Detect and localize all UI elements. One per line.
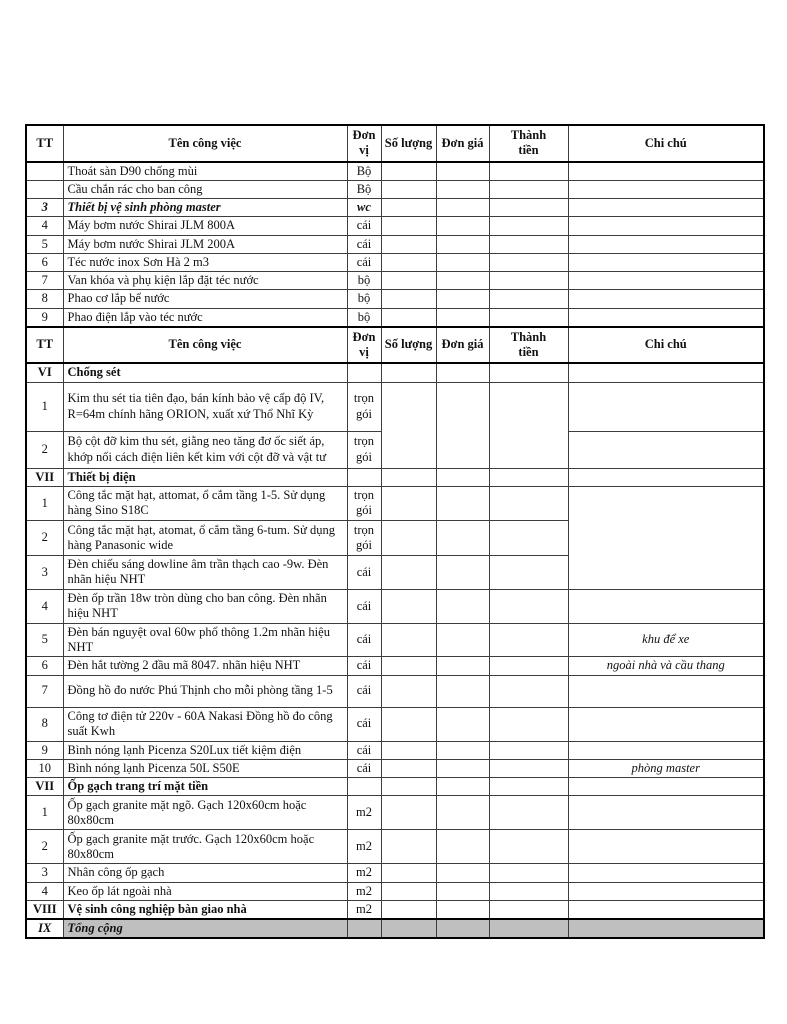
item-row (26, 272, 764, 290)
cell-total (489, 468, 568, 486)
cell-total (489, 180, 568, 198)
cell-note (568, 778, 764, 796)
cell-qty (381, 707, 436, 741)
cell-unit (347, 919, 381, 938)
item-row (26, 882, 764, 900)
cell-qty (381, 290, 436, 308)
item-row (26, 623, 764, 657)
cell-price (436, 520, 489, 555)
item-row (26, 864, 764, 882)
cell-unit: bộ (347, 308, 381, 327)
item-row (26, 759, 764, 777)
cell-price (436, 555, 489, 589)
cell-tt: 3 (26, 864, 63, 882)
cell-tt: VII (26, 468, 63, 486)
cell-unit: m2 (347, 882, 381, 900)
cell-unit: cái (347, 253, 381, 271)
cell-unit (347, 363, 381, 382)
cell-total (489, 520, 568, 555)
cell-unit: cái (347, 657, 381, 675)
cell-name: Máy bơm nước Shirai JLM 200A (63, 235, 347, 253)
cell-unit: trọn gói (347, 520, 381, 555)
cell-total (489, 778, 568, 796)
column-header-label: TT (36, 135, 54, 150)
cell-unit: trọn gói (347, 486, 381, 520)
cell-total (489, 675, 568, 707)
cell-name: Công tắc mặt hạt, attomat, ổ cắm tầng 1-5. Sử dụng hàng Sino S18C (63, 486, 347, 520)
cell-total (489, 589, 568, 623)
section-row (26, 468, 764, 486)
column-header-unit (347, 125, 381, 162)
item-row (26, 199, 764, 217)
cell-tt: 3 (26, 555, 63, 589)
column-header-label: Chi chú (644, 337, 687, 352)
column-header-label: TT (36, 337, 54, 352)
cell-name: Công tơ điện tử 220v - 60A Nakasi Đồng hồ đo công suất Kwh (63, 707, 347, 741)
cell-unit: cái (347, 217, 381, 235)
cell-total (489, 623, 568, 657)
column-header-label: Số lượng (384, 337, 433, 352)
cell-note (568, 217, 764, 235)
column-header-note (568, 327, 764, 364)
cell-name: Ốp gạch granite mặt ngõ. Gạch 120x60cm hoặc 80x80cm (63, 796, 347, 830)
cell-unit: m2 (347, 900, 381, 919)
cell-qty (381, 217, 436, 235)
cell-qty (381, 675, 436, 707)
cell-note (568, 468, 764, 486)
cell-name: Vệ sinh công nghiệp bàn giao nhà (63, 900, 347, 919)
quotation-table-body (26, 125, 764, 938)
column-header-price (436, 125, 489, 162)
cell-qty (381, 759, 436, 777)
cell-unit: cái (347, 741, 381, 759)
cell-unit: cái (347, 235, 381, 253)
cell-note (568, 290, 764, 308)
cell-price (436, 882, 489, 900)
cell-qty (381, 623, 436, 657)
cell-total (489, 919, 568, 938)
cell-tt (26, 162, 63, 181)
column-header-unit (347, 327, 381, 364)
cell-qty (381, 830, 436, 864)
column-header-label: Đơn giá (441, 135, 484, 150)
cell-qty (381, 900, 436, 919)
item-row (26, 235, 764, 253)
cell-tt (26, 180, 63, 198)
cell-unit: cái (347, 707, 381, 741)
section-row (26, 900, 764, 919)
cell-tt: VIII (26, 900, 63, 919)
item-row (26, 657, 764, 675)
column-header-label: Chi chú (644, 135, 687, 150)
cell-total (489, 741, 568, 759)
cell-name: Phao điện lắp vào téc nước (63, 308, 347, 327)
cell-price (436, 382, 489, 468)
cell-note (568, 363, 764, 382)
cell-tt: IX (26, 919, 63, 938)
cell-price (436, 657, 489, 675)
cell-price (436, 623, 489, 657)
cell-tt: 6 (26, 253, 63, 271)
cell-tt: 8 (26, 290, 63, 308)
cell-tt: 9 (26, 741, 63, 759)
cell-tt: VI (26, 363, 63, 382)
cell-name: Đèn ốp trần 18w tròn dùng cho ban công. Đèn nhãn hiệu NHT (63, 589, 347, 623)
cell-qty (381, 272, 436, 290)
item-row (26, 675, 764, 707)
cell-total (489, 830, 568, 864)
cell-total (489, 796, 568, 830)
cell-price (436, 363, 489, 382)
column-header-price (436, 327, 489, 364)
column-header-total (489, 327, 568, 364)
item-row (26, 162, 764, 181)
header-row (26, 327, 764, 364)
item-row (26, 382, 764, 431)
quotation-table (25, 124, 765, 939)
cell-price (436, 864, 489, 882)
cell-price (436, 778, 489, 796)
cell-price (436, 675, 489, 707)
cell-total (489, 900, 568, 919)
column-header-total (489, 125, 568, 162)
item-row (26, 741, 764, 759)
cell-tt: 4 (26, 882, 63, 900)
cell-price (436, 830, 489, 864)
cell-qty (381, 468, 436, 486)
column-header-label: Thành tiền (510, 128, 547, 158)
cell-name: Bộ cột đỡ kim thu sét, giằng neo tăng đơ ốc siết áp, khớp nối cách điện liên kết kim với cột đỡ và vật tư (63, 431, 347, 468)
cell-price (436, 162, 489, 181)
cell-unit: bộ (347, 272, 381, 290)
column-header-qty (381, 327, 436, 364)
column-header-note (568, 125, 764, 162)
cell-total (489, 272, 568, 290)
cell-name: Đèn chiếu sáng dowline âm trần thạch cao -9w. Đèn nhãn hiệu NHT (63, 555, 347, 589)
cell-price (436, 468, 489, 486)
cell-unit: cái (347, 555, 381, 589)
cell-total (489, 290, 568, 308)
cell-name: Máy bơm nước Shirai JLM 800A (63, 217, 347, 235)
cell-unit: wc (347, 199, 381, 217)
cell-note (568, 900, 764, 919)
header-row (26, 125, 764, 162)
cell-total (489, 217, 568, 235)
cell-qty (381, 253, 436, 271)
cell-tt: 1 (26, 486, 63, 520)
cell-price (436, 589, 489, 623)
cell-price (436, 180, 489, 198)
cell-qty (381, 382, 436, 468)
item-row (26, 589, 764, 623)
column-header-tt (26, 327, 63, 364)
cell-note (568, 272, 764, 290)
cell-unit (347, 778, 381, 796)
cell-note (568, 486, 764, 589)
cell-name: Công tắc mặt hạt, atomat, ổ cắm tầng 6-tum. Sử dụng hàng Panasonic wide (63, 520, 347, 555)
cell-note (568, 382, 764, 431)
total-row (26, 919, 764, 938)
cell-note: ngoài nhà và cầu thang (568, 657, 764, 675)
cell-tt: 6 (26, 657, 63, 675)
cell-tt: 1 (26, 796, 63, 830)
cell-name: Bình nóng lạnh Picenza 50L S50E (63, 759, 347, 777)
cell-total (489, 382, 568, 468)
column-header-label: Thành tiền (510, 329, 547, 359)
cell-note (568, 199, 764, 217)
cell-price (436, 235, 489, 253)
cell-note (568, 796, 764, 830)
cell-qty (381, 235, 436, 253)
cell-note (568, 830, 764, 864)
cell-qty (381, 589, 436, 623)
cell-qty (381, 180, 436, 198)
cell-total (489, 657, 568, 675)
cell-total (489, 555, 568, 589)
cell-unit: cái (347, 589, 381, 623)
cell-tt: VII (26, 778, 63, 796)
cell-total (489, 308, 568, 327)
cell-name: Thoát sàn D90 chống mùi (63, 162, 347, 181)
cell-total (489, 882, 568, 900)
cell-price (436, 253, 489, 271)
cell-price (436, 796, 489, 830)
cell-qty (381, 363, 436, 382)
cell-unit: m2 (347, 830, 381, 864)
cell-unit (347, 468, 381, 486)
item-row (26, 180, 764, 198)
cell-tt: 9 (26, 308, 63, 327)
cell-name: Chống sét (63, 363, 347, 382)
section-row (26, 778, 764, 796)
cell-tt: 7 (26, 272, 63, 290)
cell-name: Kim thu sét tia tiên đạo, bán kính bảo vệ cấp độ IV, R=64m chính hãng ORION, xuất xứ Thổ Nhĩ Kỳ (63, 382, 347, 431)
cell-note (568, 919, 764, 938)
cell-total (489, 864, 568, 882)
cell-qty (381, 308, 436, 327)
cell-note: phòng master (568, 759, 764, 777)
cell-total (489, 162, 568, 181)
cell-qty (381, 864, 436, 882)
item-row (26, 707, 764, 741)
cell-qty (381, 162, 436, 181)
section-row (26, 363, 764, 382)
cell-price (436, 741, 489, 759)
column-header-name (63, 327, 347, 364)
cell-tt: 5 (26, 235, 63, 253)
cell-qty (381, 555, 436, 589)
cell-price (436, 900, 489, 919)
cell-qty (381, 919, 436, 938)
cell-price (436, 199, 489, 217)
cell-note (568, 180, 764, 198)
cell-note (568, 882, 764, 900)
cell-note (568, 431, 764, 468)
item-row (26, 830, 764, 864)
column-header-qty (381, 125, 436, 162)
cell-note (568, 235, 764, 253)
cell-name: Téc nước inox Sơn Hà 2 m3 (63, 253, 347, 271)
cell-price (436, 272, 489, 290)
column-header-name (63, 125, 347, 162)
cell-name: Nhân công ốp gạch (63, 864, 347, 882)
cell-name: Ốp gạch granite mặt trước. Gạch 120x60cm hoặc 80x80cm (63, 830, 347, 864)
cell-unit: cái (347, 623, 381, 657)
cell-note: khu để xe (568, 623, 764, 657)
cell-note (568, 589, 764, 623)
cell-price (436, 759, 489, 777)
item-row (26, 308, 764, 327)
column-header-tt (26, 125, 63, 162)
item-row (26, 290, 764, 308)
cell-name: Đồng hồ đo nước Phú Thịnh cho mỗi phòng tầng 1-5 (63, 675, 347, 707)
item-row (26, 486, 764, 520)
cell-unit: m2 (347, 864, 381, 882)
cell-tt: 8 (26, 707, 63, 741)
cell-total (489, 759, 568, 777)
cell-note (568, 308, 764, 327)
cell-price (436, 308, 489, 327)
cell-total (489, 235, 568, 253)
cell-name: Phao cơ lắp bể nước (63, 290, 347, 308)
cell-name: Thiết bị điện (63, 468, 347, 486)
cell-tt: 5 (26, 623, 63, 657)
cell-qty (381, 520, 436, 555)
cell-qty (381, 199, 436, 217)
cell-qty (381, 778, 436, 796)
cell-unit: Bộ (347, 162, 381, 181)
item-row (26, 796, 764, 830)
column-header-label: Tên công việc (168, 135, 242, 150)
cell-qty (381, 486, 436, 520)
cell-total (489, 253, 568, 271)
cell-note (568, 253, 764, 271)
column-header-label: Tên công việc (168, 337, 242, 352)
cell-note (568, 707, 764, 741)
cell-note (568, 675, 764, 707)
cell-tt: 3 (26, 199, 63, 217)
cell-price (436, 217, 489, 235)
cell-tt: 4 (26, 217, 63, 235)
cell-note (568, 741, 764, 759)
cell-total (489, 363, 568, 382)
cell-total (489, 707, 568, 741)
cell-unit: Bộ (347, 180, 381, 198)
cell-unit: bộ (347, 290, 381, 308)
column-header-label: Đơn vị (352, 329, 376, 359)
cell-unit: trọn gói (347, 382, 381, 431)
cell-price (436, 707, 489, 741)
item-row (26, 253, 764, 271)
cell-qty (381, 796, 436, 830)
cell-unit: cái (347, 675, 381, 707)
cell-name: Đèn bán nguyệt oval 60w phổ thông 1.2m nhãn hiệu NHT (63, 623, 347, 657)
cell-tt: 2 (26, 431, 63, 468)
cell-tt: 1 (26, 382, 63, 431)
cell-name: Thiết bị vệ sinh phòng master (63, 199, 347, 217)
cell-note (568, 162, 764, 181)
item-row (26, 217, 764, 235)
cell-name: Ốp gạch trang trí mặt tiền (63, 778, 347, 796)
cell-tt: 10 (26, 759, 63, 777)
cell-price (436, 486, 489, 520)
cell-total (489, 199, 568, 217)
column-header-label: Đơn giá (441, 337, 484, 352)
cell-tt: 4 (26, 589, 63, 623)
cell-name: Đèn hắt tường 2 đầu mã 8047. nhãn hiệu NHT (63, 657, 347, 675)
cell-total (489, 486, 568, 520)
cell-price (436, 290, 489, 308)
cell-unit: trọn gói (347, 431, 381, 468)
cell-tt: 2 (26, 830, 63, 864)
cell-name: Tổng cộng (63, 919, 347, 938)
cell-name: Van khóa và phụ kiện lắp đặt téc nước (63, 272, 347, 290)
cell-unit: m2 (347, 796, 381, 830)
column-header-label: Đơn vị (352, 128, 376, 158)
cell-note (568, 864, 764, 882)
cell-name: Bình nóng lạnh Picenza S20Lux tiết kiệm điện (63, 741, 347, 759)
cell-qty (381, 657, 436, 675)
cell-name: Keo ốp lát ngoài nhà (63, 882, 347, 900)
cell-tt: 2 (26, 520, 63, 555)
cell-qty (381, 882, 436, 900)
cell-qty (381, 741, 436, 759)
column-header-label: Số lượng (384, 135, 433, 150)
cell-name: Cầu chắn rác cho ban công (63, 180, 347, 198)
cell-tt: 7 (26, 675, 63, 707)
cell-price (436, 919, 489, 938)
cell-unit: cái (347, 759, 381, 777)
